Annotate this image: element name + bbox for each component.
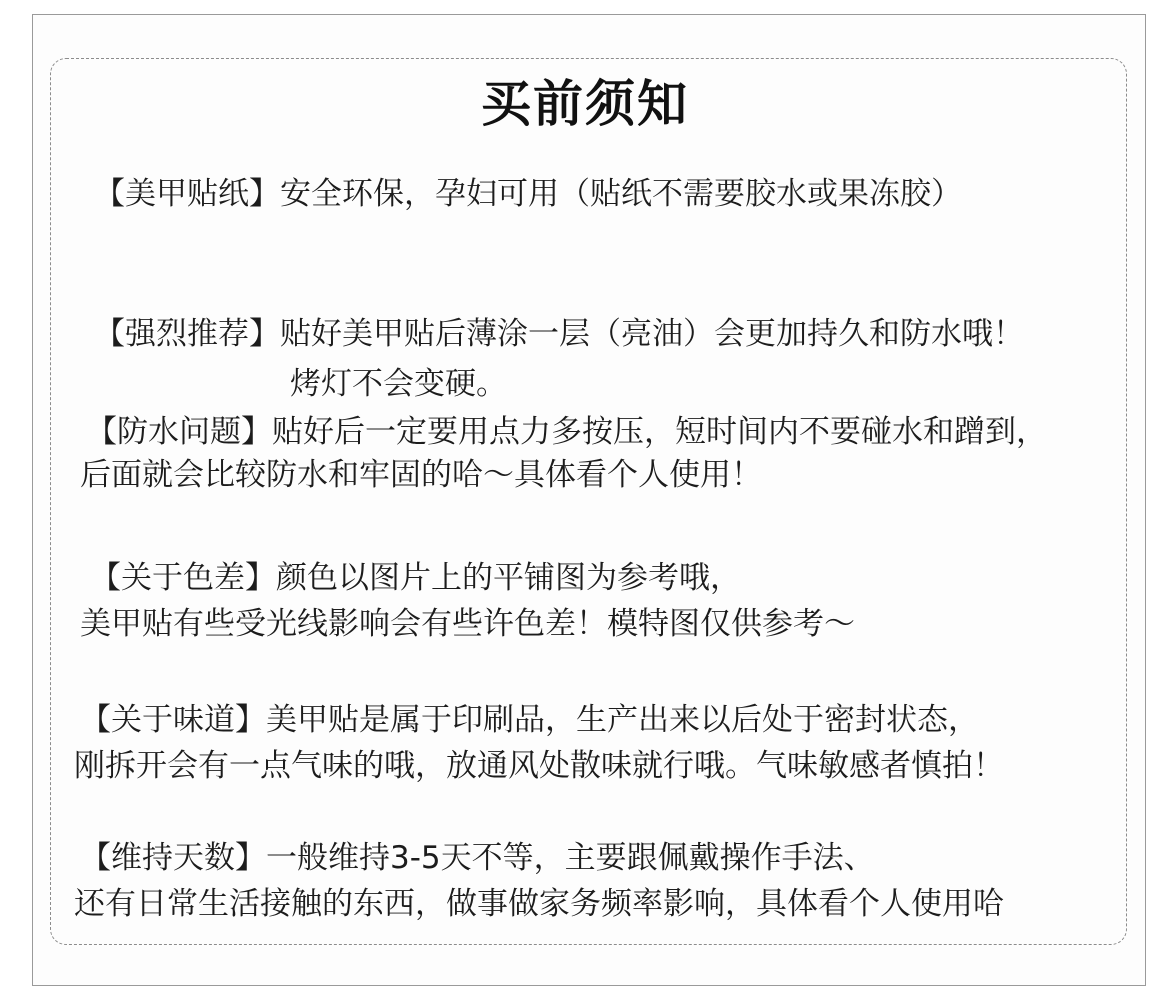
note-waterproof-cont: 后面就会比较防水和牢固的哈～具体看个人使用！ [80,457,762,493]
note-smell: 【关于味道】美甲贴是属于印刷品，生产出来以后处于密封状态， [80,702,979,738]
note-color-difference: 【关于色差】颜色以图片上的平铺图为参考哦， [90,560,741,596]
note-smell-cont: 刚拆开会有一点气味的哦，放通风处散味就行哦。气味敏感者慎拍！ [74,748,1004,784]
note-color-difference-cont: 美甲贴有些受光线影响会有些许色差！模特图仅供参考～ [80,606,855,642]
page-title: 买前须知 [481,75,689,133]
note-duration: 【维持天数】一般维持3-5天不等，主要跟佩戴操作手法、 [80,840,875,876]
note-sticker-safety: 【美甲贴纸】安全环保，孕妇可用（贴纸不需要胶水或果冻胶） [94,176,962,212]
note-duration-cont: 还有日常生活接触的东西，做事做家务频率影响，具体看个人使用哈 [74,886,1004,922]
note-recommendation-cont: 烤灯不会变硬。 [290,366,507,402]
note-recommendation: 【强烈推荐】贴好美甲贴后薄涂一层（亮油）会更加持久和防水哦！ [94,316,1024,352]
note-waterproof: 【防水问题】贴好后一定要用点力多按压，短时间内不要碰水和蹭到， [86,414,1047,450]
